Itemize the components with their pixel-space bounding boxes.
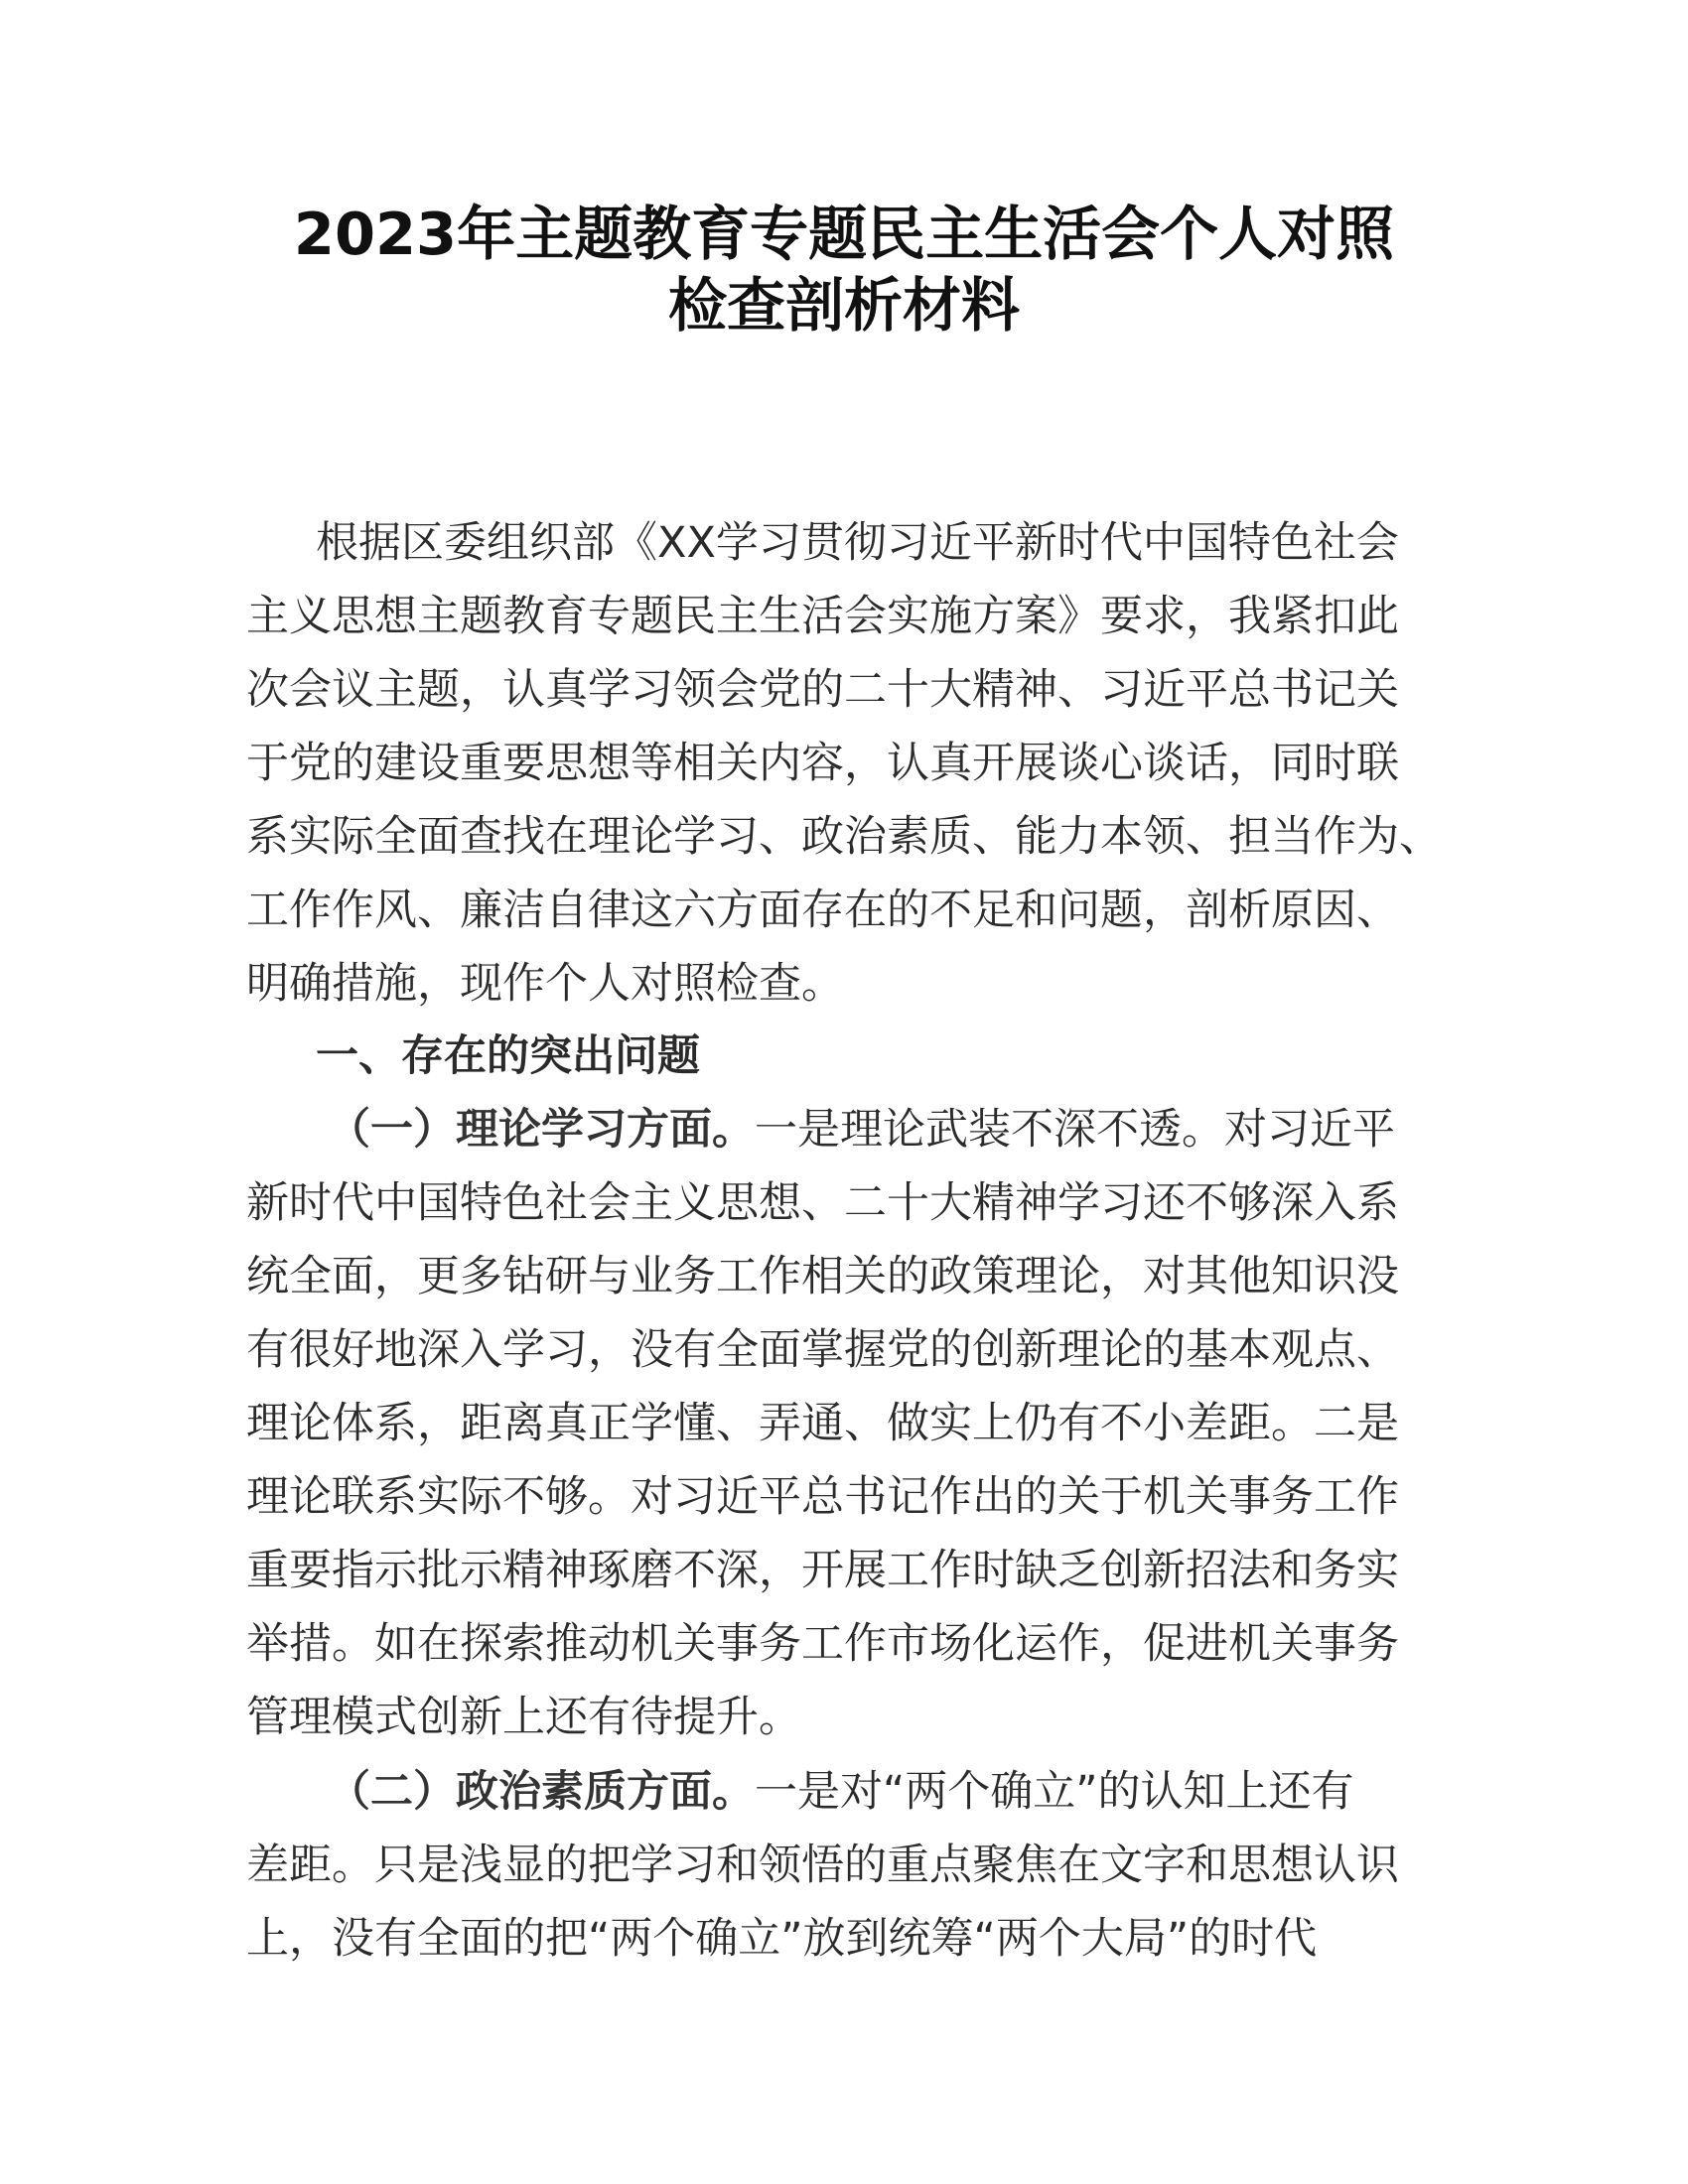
sub1-label: （一）理论学习方面。	[328, 1105, 755, 1155]
intro-line-3: 次会议主题，认真学习领会党的二十大精神、习近平总书记关	[246, 665, 1399, 715]
intro-line-6: 工作作风、廉洁自律这六方面存在的不足和问题，剖析原因、	[246, 886, 1399, 935]
sub1-line-7: 重要指示批示精神琢磨不深，开展工作时缺乏创新招法和务实	[246, 1546, 1399, 1595]
sub1-line-5: 理论体系，距离真正学懂、弄通、做实上仍有不小差距。二是	[246, 1399, 1399, 1448]
sub1-first-line	[328, 1100, 1519, 1160]
sub1-line-2: 新时代中国特色社会主义思想、二十大精神学习还不够深入系	[246, 1178, 1399, 1228]
sub2-label: （二）政治素质方面。	[328, 1767, 755, 1817]
sub2-first-line-text: 一是对“两个确立”的认知上还有	[755, 1767, 1354, 1817]
intro-line-7: 明确措施，现作个人对照检查。	[246, 959, 844, 1009]
intro-line-5: 系实际全面查找在理论学习、政治素质、能力本领、担当作为、	[246, 812, 1442, 862]
section-heading: 一、存在的突出问题	[316, 1031, 700, 1081]
document-title-line-1: 2023年主题教育专题民主生活会个人对照	[293, 200, 1395, 268]
sub2-first-line	[328, 1762, 1519, 1822]
intro-line-4: 于党的建设重要思想等相关内容，认真开展谈心谈话，同时联	[246, 739, 1399, 788]
sub1-line-4: 有很好地深入学习，没有全面掌握党的创新理论的基本观点、	[246, 1325, 1399, 1375]
document-title-line-2: 检查剖析材料	[667, 271, 1020, 340]
sub1-line-8: 举措。如在探索推动机关事务工作市场化运作，促进机关事务	[246, 1619, 1399, 1669]
sub2-line-2: 差距。只是浅显的把学习和领悟的重点聚焦在文字和思想认识	[246, 1841, 1399, 1890]
sub1-line-3: 统全面，更多钻研与业务工作相关的政策理论，对其他知识没	[246, 1252, 1399, 1301]
intro-line-2: 主义思想主题教育专题民主生活会实施方案》要求，我紧扣此	[246, 592, 1399, 641]
sub2-line-3: 上，没有全面的把“两个确立”放到统筹“两个大局”的时代	[246, 1914, 1318, 1964]
sub1-line-9: 管理模式创新上还有待提升。	[246, 1693, 801, 1742]
sub1-line-6: 理论联系实际不够。对习近平总书记作出的关于机关事务工作	[246, 1472, 1399, 1522]
intro-line-1: 根据区委组织部《XX学习贯彻习近平新时代中国特色社会	[316, 518, 1399, 568]
sub1-first-line-text: 一是理论武装不深不透。对习近平	[755, 1105, 1395, 1155]
